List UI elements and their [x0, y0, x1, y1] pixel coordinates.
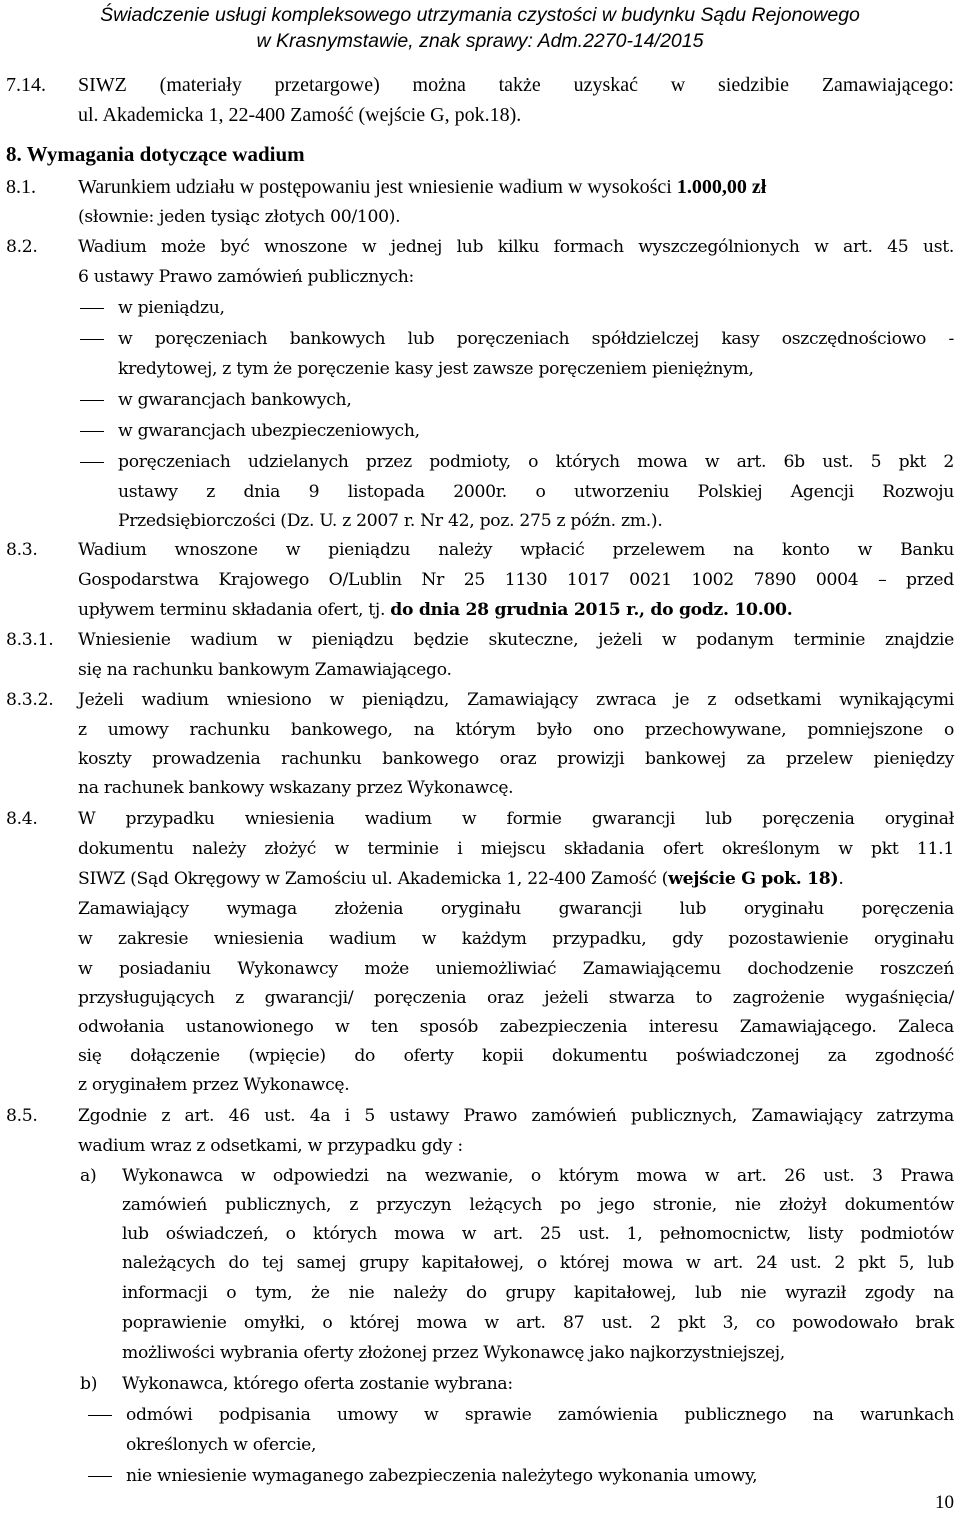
text-line: z umowy rachunku bankowego, na którym było ono przechowywane, pomniejszone o	[78, 720, 954, 740]
text-line: W przypadku wniesienia wadium w formie gwarancji lub poręczenia oryginał	[78, 809, 954, 829]
page-header	[0, 0, 960, 54]
section-number: 8.3.	[6, 540, 38, 560]
bullet-item: poręczeniach udzielanych przez podmioty, o których mowa w art. 6b ust. 5 pkt 2	[118, 452, 954, 472]
text-line: kredytowej, z tym że poręczenie kasy jest zawsze poręczeniem pieniężnym,	[118, 359, 754, 379]
text-line: się dołączenie (wpięcie) do oferty kopii dokumentu poświadczonej za zgodność	[78, 1046, 954, 1066]
text-line: SIWZ (Sąd Okręgowy w Zamościu ul. Akademicka 1, 22-400 Zamość (	[78, 869, 669, 889]
text-line: Warunkiem udziału w postępowaniu jest wniesienie wadium w wysokości	[78, 176, 677, 198]
section-number: 8.4.	[6, 809, 38, 829]
text-line: w posiadaniu Wykonawcy może uniemożliwiać Zamawiającemu dochodzenie roszczeń	[78, 959, 954, 979]
text-line: ul. Akademicka 1, 22-400 Zamość (wejście G, pok.18).	[78, 104, 522, 126]
text-line: Zamawiający wymaga złożenia oryginału gwarancji lub oryginału poręczenia	[78, 899, 954, 919]
bold-deadline: do dnia 28 grudnia 2015 r., do godz. 10.00.	[390, 600, 793, 620]
section-number: 7.14.	[6, 74, 46, 96]
section-number: 8.2.	[6, 237, 38, 257]
page-number: 10	[935, 1492, 954, 1513]
text-line: ustawy z dnia 9 listopada 2000r. o utworzeniu Polskiej Agencji Rozwoju	[118, 482, 954, 502]
text-line: (słownie: jeden tysiąc złotych 00/100).	[78, 207, 401, 227]
text-line: należących do tej samej grupy kapitałowej, o której mowa w art. 24 ust. 2 pkt 5, lub	[122, 1253, 954, 1273]
text-line: Przedsiębiorczości (Dz. U. z 2007 r. Nr 42, poz. 275 z późn. zm.).	[118, 511, 663, 531]
item-marker: b)	[80, 1374, 98, 1394]
text-line: .	[838, 869, 844, 889]
text-line: lub oświadczeń, o których mowa w art. 25 ust. 1, pełnomocnictw, listy podmiotów	[122, 1224, 954, 1244]
bold-amount: 1.000,00 zł	[676, 176, 767, 198]
text-line: 6 ustawy Prawo zamówień publicznych:	[78, 267, 414, 287]
section-number: 8.3.2.	[6, 690, 54, 710]
text-line: Wniesienie wadium w pieniądzu będzie skuteczne, jeżeli w podanym terminie znajdzie	[78, 630, 954, 650]
bullet-item: w poręczeniach bankowych lub poręczeniach spółdzielczej kasy oszczędnościowo -	[118, 329, 954, 349]
text-line: Wykonawca w odpowiedzi na wezwanie, o którym mowa w art. 26 ust. 3 Prawa	[122, 1166, 954, 1186]
text-line: poprawienie omyłki, o której mowa w art. 87 ust. 2 pkt 3, co powodowało brak	[122, 1313, 954, 1333]
item-marker: a)	[80, 1166, 97, 1186]
text-line: Jeżeli wadium wniesiono w pieniądzu, Zamawiający zwraca je z odsetkami wynikającymi	[78, 690, 954, 710]
bullet-item: w pieniądzu,	[118, 298, 954, 318]
header-line-1: Świadczenie usługi kompleksowego utrzymania czystości w budynku Sądu Rejonowego	[100, 4, 860, 26]
text-line: Wadium może być wnoszone w jednej lub kilku formach wyszczególnionych w art. 45 ust.	[78, 237, 954, 257]
text-line: się na rachunku bankowym Zamawiającego.	[78, 660, 452, 680]
text-line: informacji o tym, że nie należy do grupy kapitałowej, lub nie wyraził zgody na	[122, 1283, 954, 1303]
text-line: Zgodnie z art. 46 ust. 4a i 5 ustawy Prawo zamówień publicznych, Zamawiający zatrzyma	[78, 1106, 954, 1126]
text-line: odwołania ustanowionego w ten sposób zabezpieczenia interesu Zamawiającego. Zaleca	[78, 1017, 954, 1037]
text-line: wadium wraz z odsetkami, w przypadku gdy :	[78, 1136, 463, 1156]
text-line: upływem terminu składania ofert, tj.	[78, 600, 391, 620]
text-line: Gospodarstwa Krajowego O/Lublin Nr 25 1130 1017 0021 1002 7890 0004 – przed	[78, 570, 954, 590]
text-line: przysługujących z gwarancji/ poręczenia oraz jeżeli stwarza to zagrożenie wygaśnięcia/	[78, 988, 954, 1008]
text-line: możliwości wybrania oferty złożonej przez Wykonawcę jako najkorzystniejszej,	[122, 1343, 785, 1363]
bullet-item: w gwarancjach ubezpieczeniowych,	[118, 421, 954, 441]
header-line-2: w Krasnymstawie, znak sprawy: Adm.2270-14/2015	[256, 30, 704, 52]
text-line: Wadium wnoszone w pieniądzu należy wpłacić przelewem na konto w Banku	[78, 540, 954, 560]
text-line: zamówień publicznych, z przyczyn leżących po jego stronie, nie złożył dokumentów	[122, 1195, 954, 1215]
bullet-item: odmówi podpisania umowy w sprawie zamówienia publicznego na warunkach	[126, 1405, 954, 1425]
text-line: w zakresie wniesienia wadium w każdym przypadku, gdy pozostawienie oryginału	[78, 929, 954, 949]
bold-location: wejście G pok. 18)	[668, 869, 839, 889]
section-number: 8.5.	[6, 1106, 38, 1126]
section-number: 8.3.1.	[6, 630, 54, 650]
heading-text: 8. Wymagania dotyczące wadium	[6, 142, 305, 166]
text-line: z oryginałem przez Wykonawcę.	[78, 1075, 350, 1095]
text-line: określonych w ofercie,	[126, 1435, 317, 1455]
text-line: Wykonawca, którego oferta zostanie wybrana:	[122, 1374, 513, 1394]
text-line: koszty prowadzenia rachunku bankowego oraz prowizji bankowej za przelew pieniędzy	[78, 749, 954, 769]
bullet-item: nie wniesienie wymaganego zabezpieczenia należytego wykonania umowy,	[126, 1466, 954, 1486]
text-line: dokumentu należy złożyć w terminie i miejscu składania ofert określonym w pkt 11.1	[78, 839, 954, 859]
bullet-item: w gwarancjach bankowych,	[118, 390, 954, 410]
section-number: 8.1.	[6, 176, 36, 198]
text-line: na rachunek bankowy wskazany przez Wykonawcę.	[78, 778, 514, 798]
text-line: SIWZ (materiały przetargowe) można także uzyskać w siedzibie Zamawiającego:	[78, 74, 954, 96]
